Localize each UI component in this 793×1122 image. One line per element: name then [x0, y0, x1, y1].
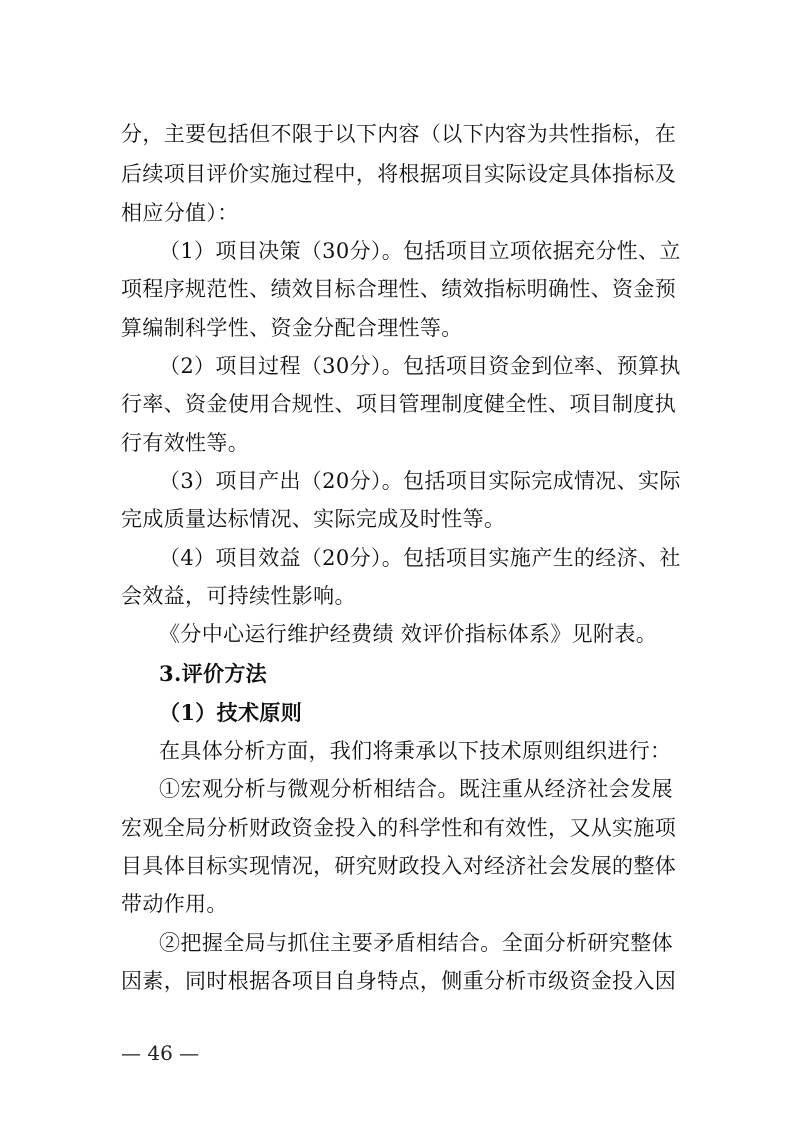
body-line: （1）项目决策（30分）。包括项目立项依据充分性、立 [159, 239, 681, 263]
body-line: 行率、资金使用合规性、项目管理制度健全性、项目制度执 [121, 392, 677, 416]
body-line: ①宏观分析与微观分析相结合。既注重从经济社会发展 [159, 777, 673, 801]
page-number: — 46 — [121, 1041, 200, 1065]
body-line: 分，主要包括但不限于以下内容（以下内容为共性指标，在 [121, 122, 677, 146]
body-line: 在具体分析方面，我们将秉承以下技术原则组织进行： [159, 739, 672, 763]
body-line: 会效益，可持续性影响。 [121, 584, 356, 608]
body-line: 项程序规范性、绩效目标合理性、绩效指标明确性、资金预 [121, 277, 677, 301]
body-line: 目具体目标实现情况，研究财政投入对经济社会发展的整体 [121, 854, 677, 878]
body-line: （2）项目过程（30分）。包括项目资金到位率、预算执 [159, 354, 681, 378]
body-line: 宏观全局分析财政资金投入的科学性和有效性，又从实施项 [121, 816, 677, 840]
body-line: 带动作用。 [121, 892, 228, 916]
body-line: （3）项目产出（20分）。包括项目实际完成情况、实际 [159, 469, 681, 493]
body-line: ②把握全局与抓住主要矛盾相结合。全面分析研究整体 [159, 931, 673, 955]
body-line: 行有效性等。 [121, 431, 250, 455]
body-line: 《分中心运行维护经费绩 效评价指标体系》见附表。 [159, 622, 658, 646]
section-heading: 3.评价方法 [159, 661, 268, 686]
body-line: 后续项目评价实施过程中，将根据项目实际设定具体指标及 [121, 162, 677, 186]
body-line: （4）项目效益（20分）。包括项目实施产生的经济、社 [159, 546, 681, 570]
body-line: 因素，同时根据各项目自身特点，侧重分析市级资金投入因 [121, 969, 677, 993]
subsection-heading: （1）技术原则 [159, 700, 303, 725]
body-line: 完成质量达标情况、实际完成及时性等。 [121, 507, 506, 531]
body-line: 算编制科学性、资金分配合理性等。 [121, 316, 463, 340]
body-line: 相应分值）： [121, 201, 239, 225]
